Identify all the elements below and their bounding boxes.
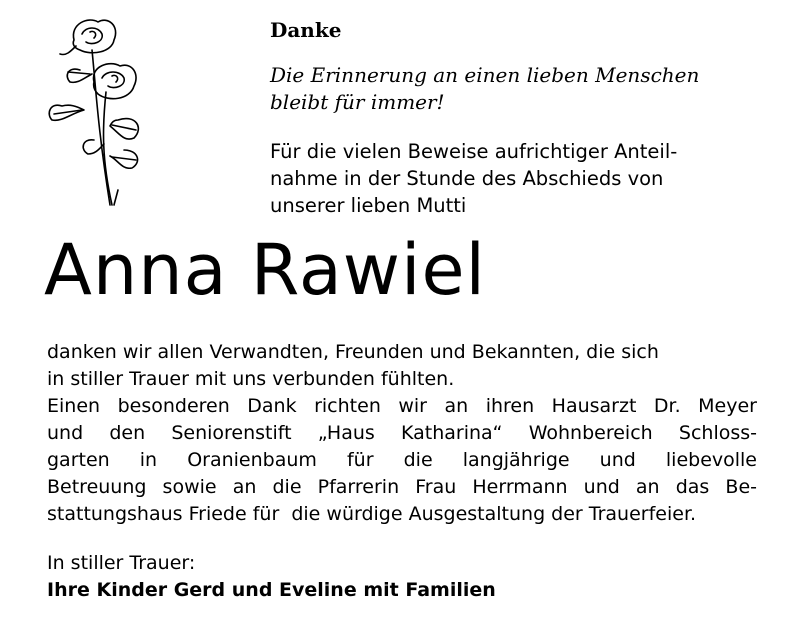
signature: Ihre Kinder Gerd und Eveline mit Familien: [47, 579, 496, 601]
intro-line: nahme in der Stunde des Abschieds von: [270, 167, 664, 190]
thanks-line: Einen besonderen Dank richten wir an ihren Hausarzt Dr. Meyer: [47, 395, 757, 417]
thanks-line: Betreuung sowie an die Pfarrerin Frau Herrmann und an das Be-: [47, 476, 757, 498]
closing-block: [47, 550, 496, 604]
thanks-line: danken wir allen Verwandten, Freunden und Bekannten, die sich: [47, 341, 659, 363]
quote-line: bleibt für immer!: [270, 90, 445, 114]
memorial-quote: [270, 62, 699, 116]
intro-line: Für die vielen Beweise aufrichtiger Anteil-: [270, 140, 678, 163]
heading-danke: Danke: [270, 18, 342, 42]
rose-illustration-icon: [40, 10, 150, 210]
thanks-line: garten in Oranienbaum für die langjährige und liebevolle: [47, 449, 757, 471]
intro-text: [270, 138, 677, 219]
quote-line: Die Erinnerung an einen lieben Menschen: [270, 63, 700, 87]
intro-line: unserer lieben Mutti: [270, 194, 467, 217]
thanks-paragraph: [47, 339, 757, 528]
thanks-line: in stiller Trauer mit uns verbunden fühlten.: [47, 368, 455, 390]
thanks-line: stattungshaus Friede für die würdige Ausgestaltung der Trauerfeier.: [47, 503, 697, 525]
closing-label: In stiller Trauer:: [47, 552, 196, 574]
deceased-name: Anna Rawiel: [44, 229, 486, 311]
thanks-line: und den Seniorenstift „Haus Katharina“ Wohnbereich Schloss-: [47, 422, 757, 444]
